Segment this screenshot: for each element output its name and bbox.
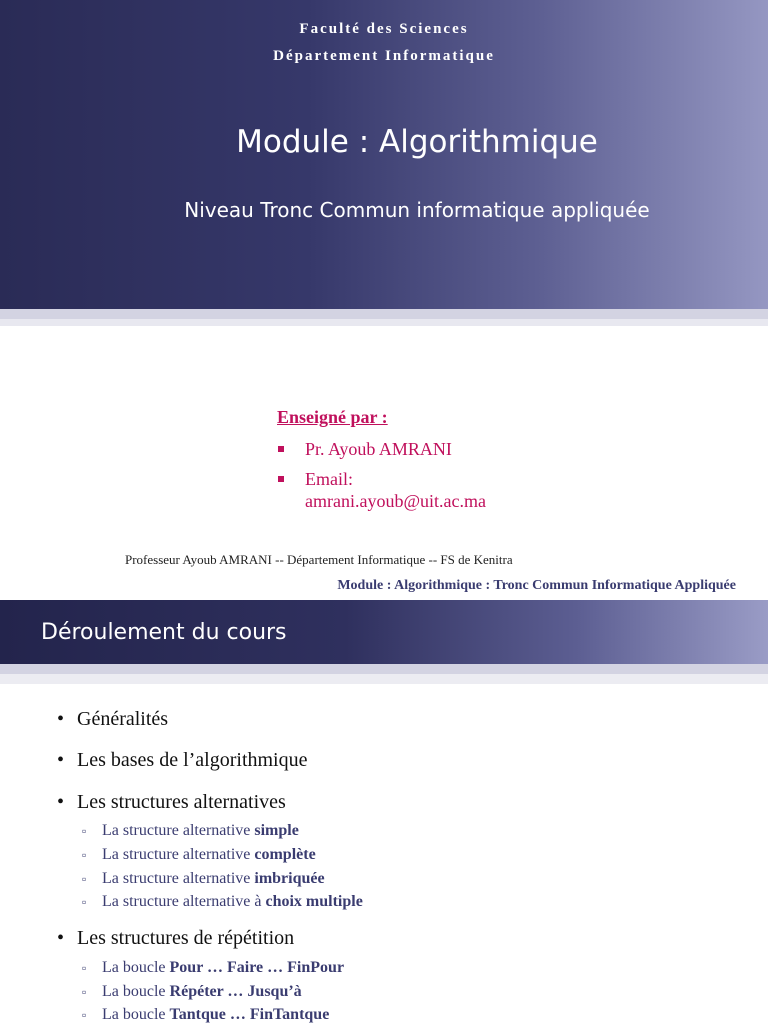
module-title: Module : Algorithmique	[236, 124, 598, 160]
faculty-name: Faculté des Sciences	[299, 21, 469, 37]
department-name: Département Informatique	[273, 48, 495, 64]
outline-title: Déroulement du cours	[41, 620, 287, 645]
module-subtitle: Niveau Tronc Commun informatique appliquée	[184, 198, 650, 222]
course-outline: • Généralités • Les bases de l’algorithmique • Les structures alternatives ▫ La structure alternative simple ▫ La structure alternative complète ▫ La structure alternative imbriquée ▫ La structure alternative à choix multiple • Les structures de répétition ▫ La boucle Pour … Faire … FinPour ▫ La boucle Répéter … Jusqu’à ▫ La boucle Tantque … FinTantque	[57, 708, 363, 1023]
square-outline-icon: ▫	[82, 961, 87, 975]
sub-item: ▫ La structure alternative complète	[82, 846, 316, 863]
square-outline-icon: ▫	[82, 1008, 87, 1022]
taught-by-heading: Enseigné par :	[277, 407, 388, 427]
footer-professor: Professeur Ayoub AMRANI -- Département Informatique -- FS de Kenitra	[125, 552, 513, 567]
square-outline-icon: ▫	[82, 848, 87, 862]
square-outline-icon: ▫	[82, 872, 87, 886]
bullet-icon: •	[57, 708, 65, 730]
email-address: amrani.ayoub@uit.ac.ma	[305, 491, 487, 511]
sub-item: ▫ La boucle Pour … Faire … FinPour	[82, 959, 345, 976]
sub-item: ▫ La boucle Répéter … Jusqu’à	[82, 983, 302, 1000]
bullet-icon: •	[57, 927, 65, 949]
teacher-name: Pr. Ayoub AMRANI	[305, 439, 452, 459]
bullet-icon: •	[57, 791, 65, 813]
bullet-icon: •	[57, 749, 65, 771]
sub-item: ▫ La boucle Tantque … FinTantque	[82, 1006, 330, 1023]
email-label: Email:	[305, 469, 353, 489]
sub-item: ▫ La structure alternative imbriquée	[82, 870, 325, 887]
sub-item: ▫ La structure alternative simple	[82, 822, 299, 839]
sub-item: ▫ La structure alternative à choix multiple	[82, 893, 363, 910]
square-outline-icon: ▫	[82, 895, 87, 909]
footer-module: Module : Algorithmique : Tronc Commun Informatique Appliquée	[337, 578, 736, 593]
square-outline-icon: ▫	[82, 985, 87, 999]
square-outline-icon: ▫	[82, 824, 87, 838]
